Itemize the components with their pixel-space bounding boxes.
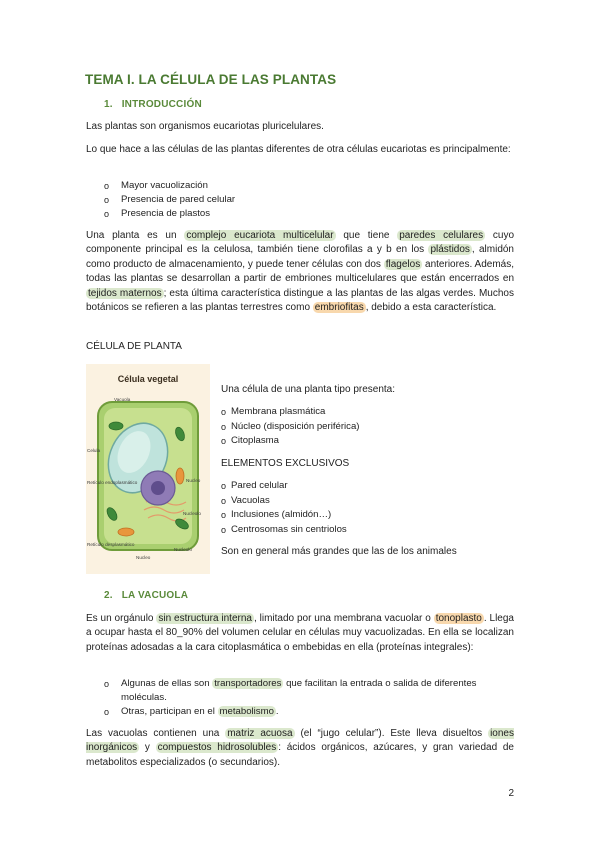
chloroplast [109,422,123,430]
list-item: o Otras, participan en el metabolismo . [104,706,279,718]
label-nucleo-1: Nucleo [186,478,201,483]
label-reticulo-des: Retículo desplasmático [87,542,135,547]
side-list-1 [221,405,521,449]
highlight: paredes celulares [399,230,484,241]
label-nucleo-2: Nucleo [136,555,151,560]
highlight: sin estructura interna [158,613,252,624]
highlight: embriofitas [314,302,364,314]
page-title: TEMA I. LA CÉLULA DE LAS PLANTAS [85,72,337,87]
list-item: o Inclusiones (almidón…) [221,509,332,521]
highlight: iones inorgánicos [86,728,514,754]
intro-paragraph-3: Una planta es un complejo eucariota multicelular que tiene paredes celulares cuyo componente principal es la celulosa, también tiene clorofilas a y b en los plástidos , almidón como producto de almacenamiento, y puede tener células con dos flagelos anteriores. Además, todas las plantas se desarrollan a partir de embriones multicelulares que están encerrados en tejidos maternos ; esta última característica distingue a las plantas de las algas verdes. Muchos botánicos se refieren a las plantas terrestres como embriofitas , debido a esta característica. [86,230,515,314]
highlight: tonoplasto [435,613,482,624]
list-item: o Presencia de pared celular [104,194,236,206]
list-item: o Centrosomas sin centriolos [221,523,347,535]
list-item: o Algunas de ellas son transportadores que facilitan la entrada o salida de diferentes moléculas. [104,678,477,704]
section-number: 1. [104,99,113,110]
plant-cell-diagram [86,364,210,574]
mitochondrion [118,528,134,536]
section-number: 2. [104,590,113,601]
highlight: metabolismo [219,706,274,718]
highlight: plástidos [430,244,470,256]
label-celula: Celula [87,448,101,453]
vacuola-bullet-list [86,677,514,720]
label-nucleolo-2: Nucleolo [174,547,192,552]
list-item: o Mayor vacuolización [104,180,208,191]
page-number: 2 [508,788,514,799]
highlight: tejidos maternos [88,287,162,299]
highlight: complejo eucariota multicelular [186,230,334,241]
section-title: LA VACUOLA [121,590,189,601]
vacuola-paragraph-1: Es un orgánulo sin estructura interna , limitado por una membrana vacuolar o tonoplasto . Llega a ocupar hasta el 80_90% del volumen celular en células muy vacuolizadas. En ella se localizan proteínas adosadas a la cara citoplasmática o embebidas en ella (proteínas integrales): [86,613,514,653]
intro-paragraph-2: Lo que hace a las células de las plantas diferentes de otra células eucariotas es principalmente: [86,144,511,155]
mitochondrion [176,468,184,484]
list-item: o Citoplasma [221,435,279,447]
highlight: compuestos hidrosolubles [157,742,277,754]
list-item: o Pared celular [221,480,288,491]
label-reticulo-endo: Retículo endoplasmático [87,480,138,485]
highlight: matriz acuosa [227,728,293,739]
list-item: o Vacuolas [221,494,270,506]
highlight: flagelos [385,258,421,270]
side-list-2 [221,479,521,537]
nucleolus [151,481,165,495]
side-intro: Una célula de una planta tipo presenta: [221,384,396,395]
section-title: INTRODUCCIÓN [121,99,202,110]
side-heading-elementos: ELEMENTOS EXCLUSIVOS [221,458,350,469]
list-item: o Núcleo (disposición periférica) [221,420,360,432]
section-heading-introduccion [104,99,202,110]
list-item: o Presencia de plastos [104,208,211,220]
plant-cell-figure [86,364,210,574]
intro-bullet-list [86,179,514,222]
highlight: transportadores [214,678,282,689]
intro-paragraph-1: Las plantas son organismos eucariotas pluricelulares. [86,121,324,132]
subheading-celula-de-planta: CÉLULA DE PLANTA [86,341,182,352]
figure-title: Célula vegetal [117,374,179,384]
vacuola-paragraph-2: Las vacuolas contienen una matriz acuosa (el “jugo celular”). Este lleva disueltos iones inorgánicos y compuestos hidrosolubles : ácidos orgánicos, azúcares, y gran variedad de metabolitos especializados (o secundarios). [86,728,514,768]
label-nucleolo-1: Nucleolo [183,511,201,516]
side-closing: Son en general más grandes que las de los animales [221,546,457,557]
list-item: o Membrana plasmática [221,406,326,417]
label-vacuola: Vacuola [114,397,131,402]
section-heading-vacuola [104,590,188,601]
